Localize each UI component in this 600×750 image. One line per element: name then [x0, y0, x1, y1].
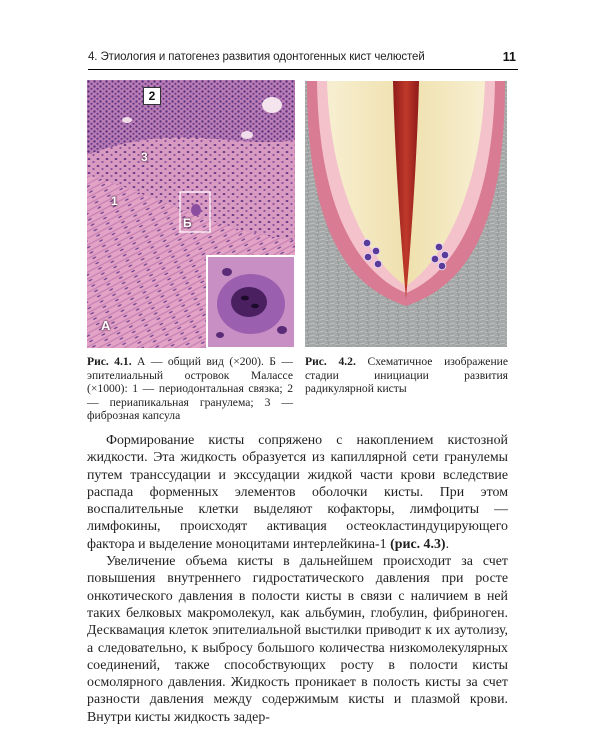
inset-high-magnification [207, 256, 295, 348]
figure-4-1-micrograph [87, 80, 295, 348]
body-text [87, 432, 508, 726]
paragraph-2: Увеличение объема кисты в дальнейшем происходит за счет повышения внутреннего гидростатического давления при росте онкотического давления в полости кисты в связи с наличием в ней таких белковых макромолекул, как альбумин, глобулин, фибриноген. Десквамация клеток эпителиальной выстилки приводит к их аутолизу, а следовательно, к выбросу большого количества низкомолекулярных соединений, также способствующих росту в полости кисты осмолярного давления. Жидкость проникает в полость кисты за счет разности давления между содержимым кисты и плазмой крови. Внутри кисты жидкость задер- [87, 554, 508, 725]
figure-4-1-caption-text: А — общий вид (×200). Б — эпителиальный островок Малассе (×1000): 1 — периодонтальная связка; 2 — периапикальная гранулема; 3 — фиброзная капсула [87, 355, 293, 423]
label-a: А [101, 318, 111, 333]
paragraph-1-text: Формирование кисты сопряжено с накоплением кистозной жидкости. Эта жидкость образуется из капиллярной сети гранулемы путем транссудации и экссудации жидкой части крови вследствие распада форменных элементов оболочки кисты. При этом воспалительные клетки выделяют кофакторы, лимфоциты — лимфокины, происходят активация остеокластиндуцирующего фактора и выделение моноцитами интерлейкина-1 [87, 433, 508, 552]
paragraph-1 [87, 432, 508, 553]
running-header [88, 51, 518, 70]
label-1: 1 [111, 194, 118, 208]
paragraph-1-end: . [445, 536, 450, 552]
figure-4-1-caption-number: Рис. 4.1. [87, 355, 132, 368]
page-number: 11 [502, 50, 516, 64]
label-3: 3 [141, 150, 148, 164]
figure-4-2-schematic [305, 81, 507, 347]
label-2: 2 [143, 87, 161, 105]
schematic-image [305, 81, 507, 347]
figure-4-3-reference: (рис. 4.3) [390, 536, 446, 552]
running-title: 4. Этиология и патогенез развития одонтогенных кист челюстей [88, 51, 425, 63]
label-b: Б [183, 216, 192, 230]
figure-4-2-caption-number: Рис. 4.2. [305, 355, 356, 368]
figure-4-2-caption-text: Схематичное изображение стадии инициации развития радикулярной кисты [305, 355, 508, 396]
histology-image [87, 80, 295, 348]
figure-4-2-caption [305, 355, 508, 396]
figure-4-1-caption [87, 355, 293, 423]
